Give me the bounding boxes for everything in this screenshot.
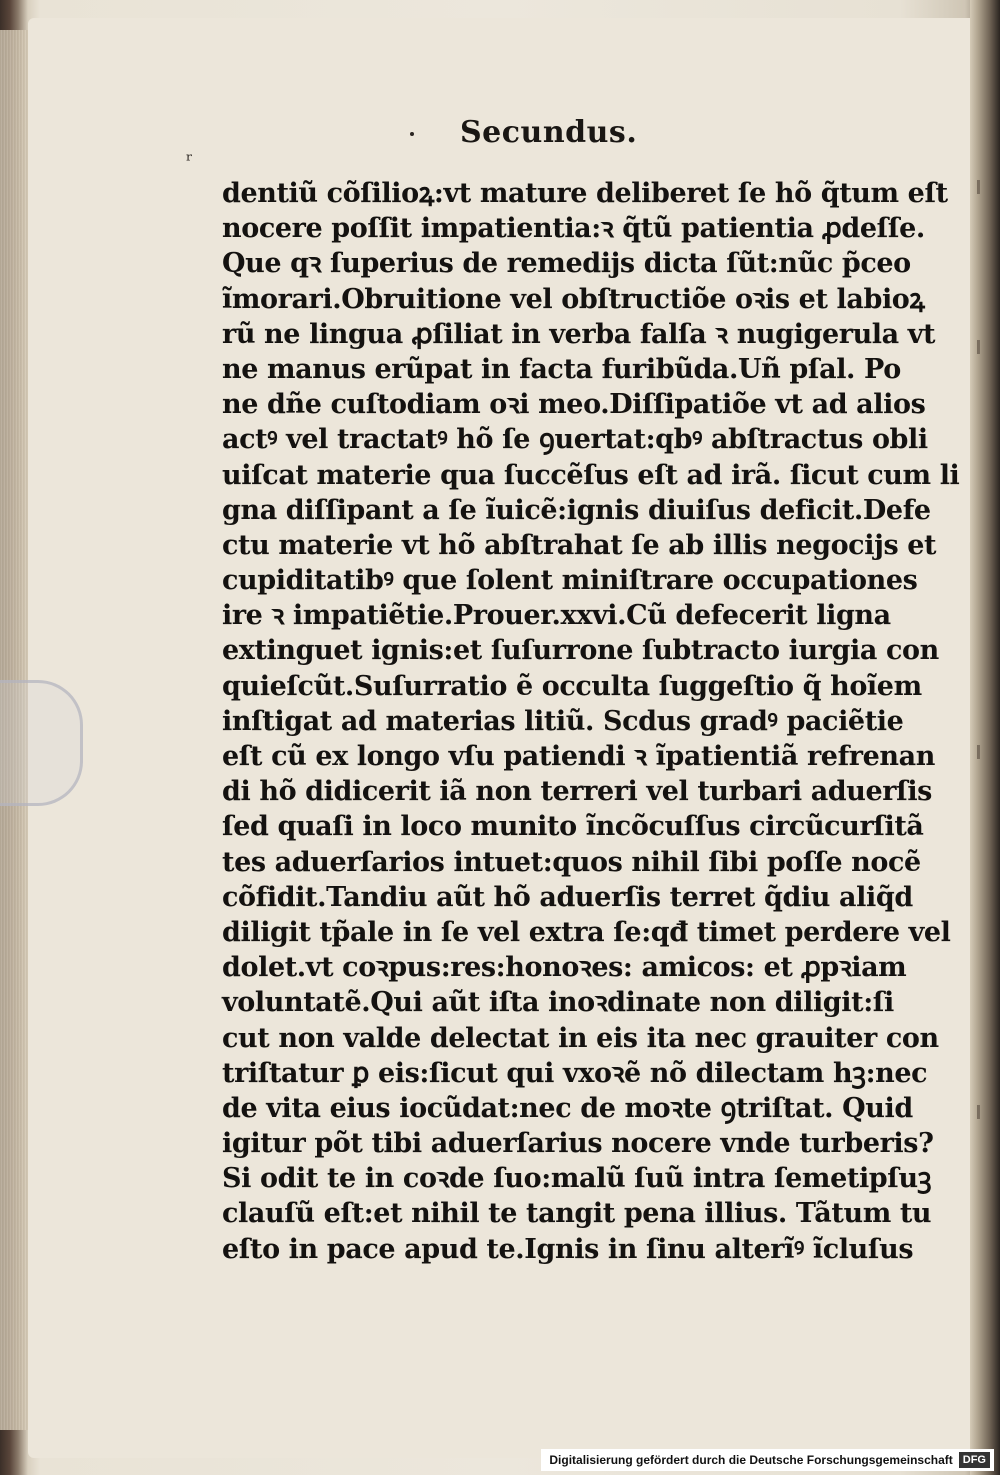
text-line: quieſcũt.Suſurratio ẽ occulta ſuggeſtio q̃ hoĩem [222, 670, 922, 702]
text-line: cut non valde delectat in eis ita nec grauiter con [222, 1022, 939, 1054]
text-line: rũ ne lingua ꝓſiliat in verba falſa ꝛ nugigerula vt [222, 318, 936, 350]
text-line: gna diſſipant a ſe ĩuicẽ:ignis diuiſus deficit.Defe [222, 494, 931, 526]
text-line: eſto in pace apud te.Ignis in ſinu alterĩꝰ ĩcluſus [222, 1233, 914, 1265]
text-line: uiſcat materie qua ſuccẽſus eſt ad irã. ſicut cum li [222, 459, 960, 491]
text-line: ctu materie vt hõ abſtrahat ſe ab illis negocijs et [222, 529, 937, 561]
text-line: clauſũ eſt:et nihil te tangit pena illius. Tãtum tu [222, 1198, 932, 1230]
digitization-credit [541, 1449, 994, 1471]
text-line: nocere poſſit impatientia:ꝛ q̃tũ patientia ꝓdeſſe. [222, 213, 925, 245]
header-dot [410, 132, 414, 136]
text-line: igitur põt tibi aduerſarius nocere vnde turberis? [222, 1128, 934, 1160]
text-line: inſtigat ad materias litiũ. Scdus gradꝰ paciẽtie [222, 705, 904, 737]
text-line: extinguet ignis:et ſuſurrone ſubtracto iurgia con [222, 635, 939, 667]
right-binding-edge [970, 0, 1000, 1475]
text-block [222, 176, 960, 1267]
credit-text: Digitalisierung gefördert durch die Deutsche Forschungsgemeinschaft [549, 1453, 953, 1467]
text-line: Si odit te in coꝛde ſuo:malũ ſuũ intra ſemetipſuꝫ [222, 1163, 932, 1195]
binding-thread-mark [977, 340, 980, 354]
margin-mark: ʳ [186, 148, 193, 172]
text-line: di hõ didicerit iã non terreri vel turbari aduerſis [222, 776, 932, 808]
text-line: cõfidit.Tandiu aũt hõ aduerſis terret q̃diu aliq̃d [222, 881, 913, 913]
text-line: ne dñe cuſtodiam oꝛi meo.Diſſipatiõe vt ad alios [222, 389, 926, 421]
text-line: cupiditatibꝰ que ſolent miniſtrare occupationes [222, 565, 918, 597]
running-header: Secundus. [460, 115, 638, 150]
text-line: ĩmorari.Obruitione vel obſtructiõe oꝛis et labioꝝ [222, 283, 925, 315]
dfg-logo: DFG [959, 1452, 990, 1468]
text-line: dentiũ cõſilioꝝ:vt mature deliberet ſe hõ q̃tum eſt [222, 178, 948, 209]
text-line: de vita eius iocũdat:nec de moꝛte ꝯtriſtat. Quid [222, 1092, 913, 1124]
page-clip [0, 680, 83, 806]
text-line: voluntatẽ.Qui aũt iſta inoꝛdinate non diligit:ſi [222, 987, 894, 1019]
text-line: ne manus erũpat in facta furibũda.Uñ pſal. Po [222, 353, 901, 385]
text-line: Que qꝛ ſuperius de remedijs dicta ſũt:nũc p̃ceo [222, 248, 911, 280]
text-line: ire ꝛ impatiẽtie.Prouer.xxvi.Cũ defecerit ligna [222, 600, 891, 632]
text-line: actꝰ vel tractatꝰ hõ ſe ꝯuertat:qbꝰ abſtractus obli [222, 424, 928, 456]
binding-thread-mark [977, 1105, 980, 1119]
text-line: ſed quaſi in loco munito ĩncõcuſſus circũcurſitã [222, 811, 924, 843]
text-line: diligit tp̃ale in ſe vel extra ſe:qđ timet perdere vel [222, 916, 951, 948]
binding-thread-mark [977, 745, 980, 759]
text-line: triſtatur ꝑ eis:ſicut qui vxoꝛẽ nõ dilectam hꝫ:nec [222, 1057, 928, 1089]
text-line: eſt cũ ex longo vſu patiendi ꝛ ĩpatientiã refrenan [222, 741, 935, 772]
text-line: tes aduerſarios intuet:quos nihil ſibi poſſe nocẽ [222, 846, 921, 878]
binding-thread-mark [977, 180, 980, 194]
text-line: dolet.vt coꝛpus:res:honoꝛes: amicos: et ꝓpꝛiam [222, 952, 907, 984]
